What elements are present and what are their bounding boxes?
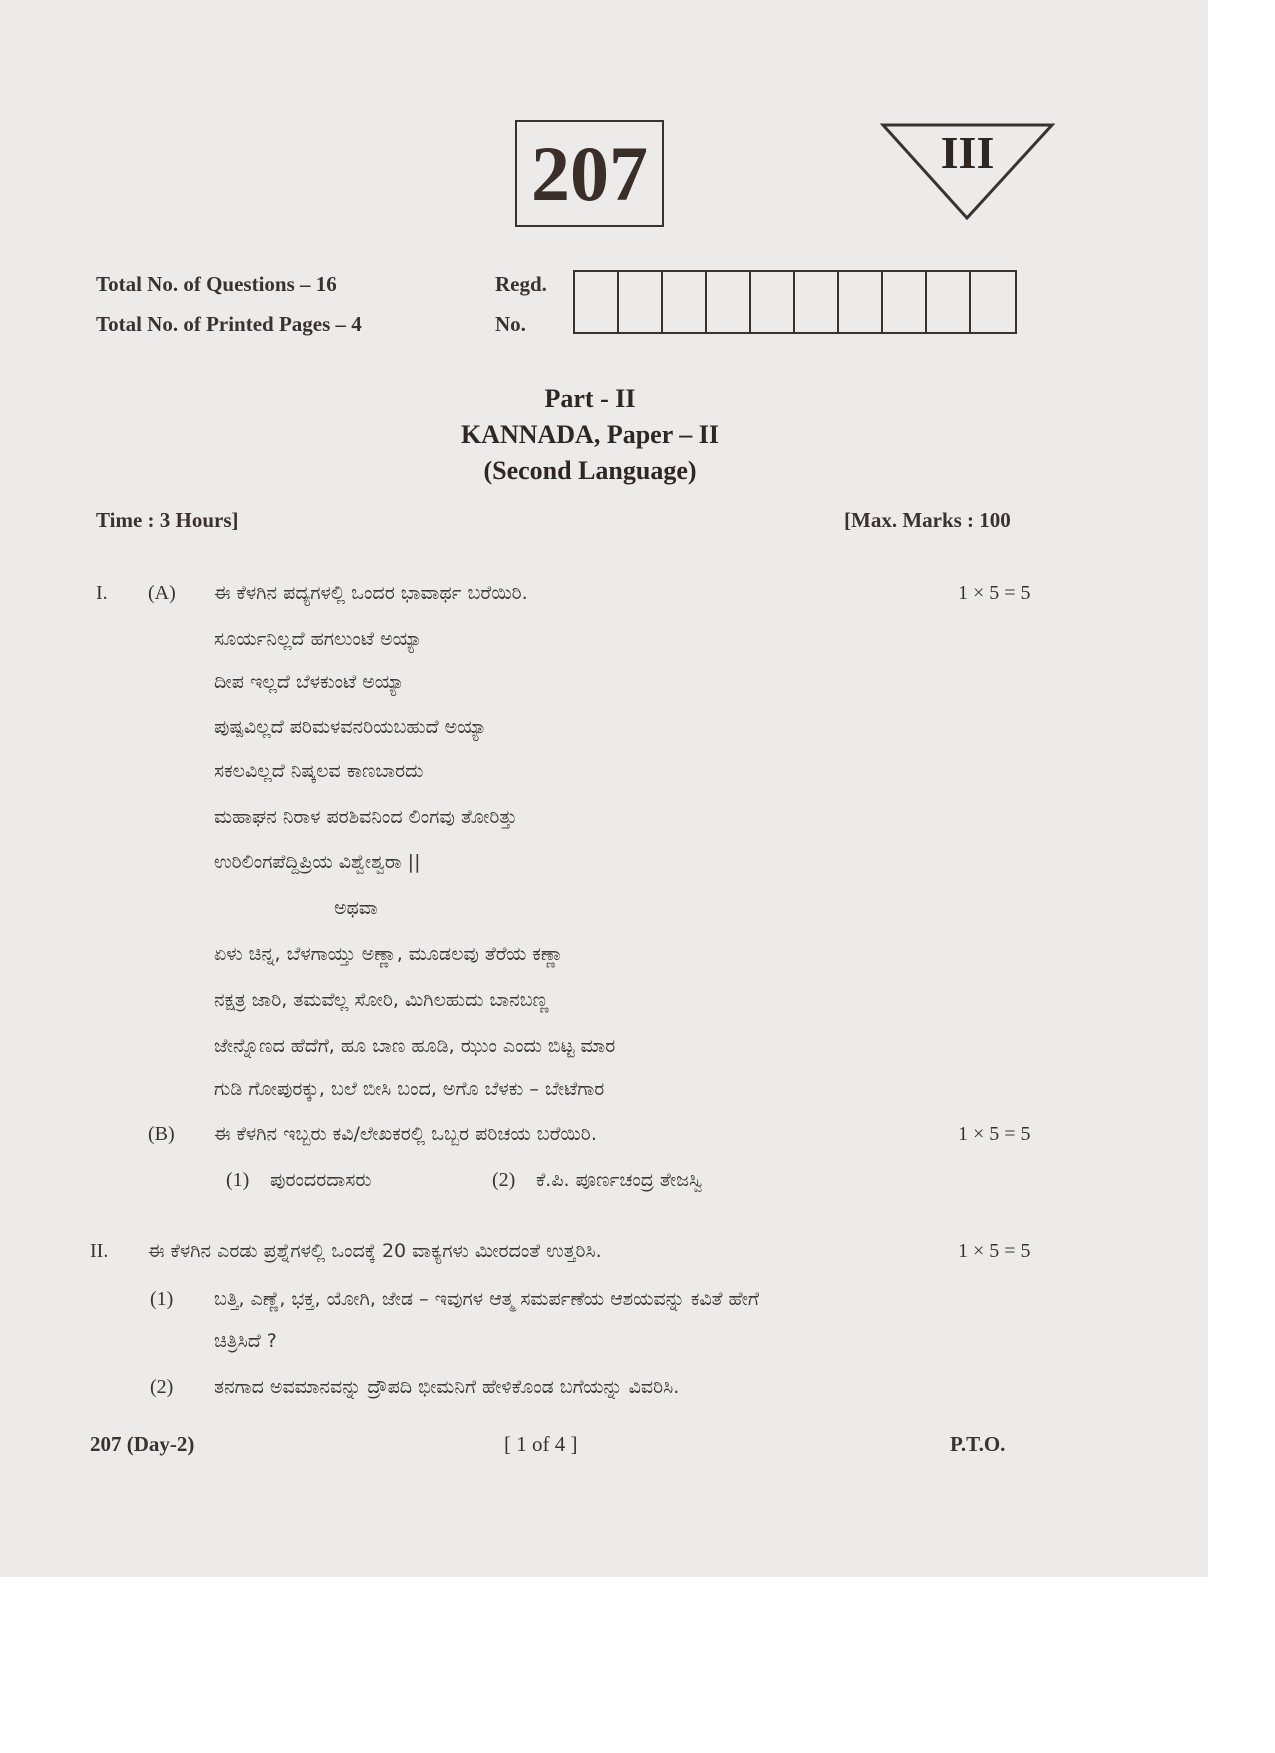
poem2-line: ಜೇನ್ನೊಣದ ಹೆದೆಗೆ, ಹೂ ಬಾಣ ಹೂಡಿ, ಝುಂ ಎಂದು ಬಿಟ್ಟ ಮಾರ [214,1035,616,1057]
option-2-number: (2) [492,1169,516,1191]
part-title: Part - II [544,384,636,413]
section-II-q1-number: (1) [150,1288,174,1310]
section-II-number: II. [90,1240,109,1262]
total-questions: Total No. of Questions – 16 [96,272,337,296]
poem1-line: ಉರಿಲಿಂಗಪೆದ್ದಿಪ್ರಿಯ ವಿಶ್ವೇಶ್ವರಾ || [214,851,421,873]
section-I-B-label: (B) [148,1123,175,1145]
section-II-question: ಈ ಕೆಳಗಿನ ಎರಡು ಪ್ರಶ್ನೆಗಳಲ್ಲಿ ಒಂದಕ್ಕೆ 20 ವಾಕ್ಯಗಳು ಮೀರದಂತೆ ಉತ್ತರಿಸಿ. [148,1240,602,1262]
paper-code-box: 207 [515,120,664,227]
option-1-text: ಪುರಂದರದಾಸರು [270,1169,372,1191]
subject-title: KANNADA, Paper – II [460,420,720,449]
poem2-line: ಏಳು ಚಿನ್ನ, ಬೆಳಗಾಯ್ತು ಅಣ್ಣಾ, ಮೂಡಲವು ತೆರೆಯ ಕಣ್ಣಾ [214,943,564,965]
regd-no-label: No. [495,312,526,336]
footer-pto: P.T.O. [950,1432,1006,1456]
poem1-line: ಮಹಾಘನ ನಿರಾಳ ಪರಶಿವನಿಂದ ಲಿಂಗವು ತೋರಿತ್ತು [214,806,518,828]
section-II-marks: 1 × 5 = 5 [958,1240,1031,1262]
section-I-B-question: ಈ ಕೆಳಗಿನ ಇಬ್ಬರು ಕವಿ/ಲೇಖಕರಲ್ಲಿ ಒಬ್ಬರ ಪರಿಚಯ ಬರೆಯಿರಿ. [214,1123,597,1145]
poem1-line: ಪುಷ್ಪವಿಲ್ಲದೆ ಪರಿಮಳವನರಿಯಬಹುದೆ ಅಯ್ಯಾ [214,716,487,738]
registration-number-boxes [573,270,1017,334]
regd-label: Regd. [495,272,547,296]
poem1-line: ಸಕಲವಿಲ್ಲದೆ ನಿಷ್ಕಲವ ಕಾಣಬಾರದು [214,760,424,782]
reg-box [575,272,619,332]
section-I-A-label: (A) [148,582,176,604]
reg-box [839,272,883,332]
option-2-text: ಕೆ.ಪಿ. ಪೂರ್ಣಚಂದ್ರ ತೇಜಸ್ವಿ [536,1169,703,1191]
reg-box [619,272,663,332]
poem1-line: ದೀಪ ಇಲ್ಲದೆ ಬೆಳಕುಂಟೆ ಅಯ್ಯಾ [214,671,405,693]
section-I-A-marks: 1 × 5 = 5 [958,582,1031,604]
reg-box [663,272,707,332]
max-marks-label: [Max. Marks : 100 [844,508,1011,532]
set-triangle [880,122,1055,222]
section-II-q2: ತನಗಾದ ಅವಮಾನವನ್ನು ದ್ರೌಪದಿ ಭೀಮನಿಗೆ ಹೇಳಿಕೊಂಡ ಬಗೆಯನ್ನು ವಿವರಿಸಿ. [214,1376,680,1398]
section-II-q2-number: (2) [150,1376,174,1398]
option-1-number: (1) [226,1169,250,1191]
set-label: III [940,127,995,178]
footer-page-number: [ 1 of 4 ] [504,1432,578,1456]
poem2-line: ನಕ್ಷತ್ರ ಜಾರಿ, ತಮವೆಲ್ಲ ಸೋರಿ, ಮಿಗಿಲಹುದು ಬಾನಬಣ್ಣ [214,989,549,1011]
or-separator: ಅಥವಾ [334,897,378,919]
section-I-number: I. [96,582,108,604]
footer-paper-code: 207 (Day-2) [90,1432,195,1456]
reg-box [795,272,839,332]
section-II-q1-line1: ಬತ್ತಿ, ಎಣ್ಣೆ, ಭಕ್ತ, ಯೋಗಿ, ಜೇಡ – ಇವುಗಳ ಆತ್ಮ ಸಮರ್ಪಣೆಯ ಆಶಯವನ್ನು ಕವಿತೆ ಹೇಗೆ [214,1288,759,1310]
language-title: (Second Language) [483,456,697,485]
reg-box [883,272,927,332]
reg-box [927,272,971,332]
section-I-B-marks: 1 × 5 = 5 [958,1123,1031,1145]
section-I-A-question: ಈ ಕೆಳಗಿನ ಪದ್ಯಗಳಲ್ಲಿ ಒಂದರ ಭಾವಾರ್ಥ ಬರೆಯಿರಿ. [214,582,528,604]
total-pages: Total No. of Printed Pages – 4 [96,312,362,336]
time-label: Time : 3 Hours] [96,508,239,532]
reg-box [971,272,1015,332]
reg-box [751,272,795,332]
poem1-line: ಸೂರ್ಯನಿಲ್ಲದೆ ಹಗಲುಂಟೆ ಅಯ್ಯಾ [214,628,423,650]
section-II-q1-line2: ಚಿತ್ರಿಸಿದೆ ? [214,1330,277,1352]
poem2-line: ಗುಡಿ ಗೋಪುರಕ್ಕು, ಬಲೆ ಬೀಸಿ ಬಂದ, ಅಗೊ ಬೆಳಕು – ಬೇಟೆಗಾರ [214,1078,605,1100]
reg-box [707,272,751,332]
